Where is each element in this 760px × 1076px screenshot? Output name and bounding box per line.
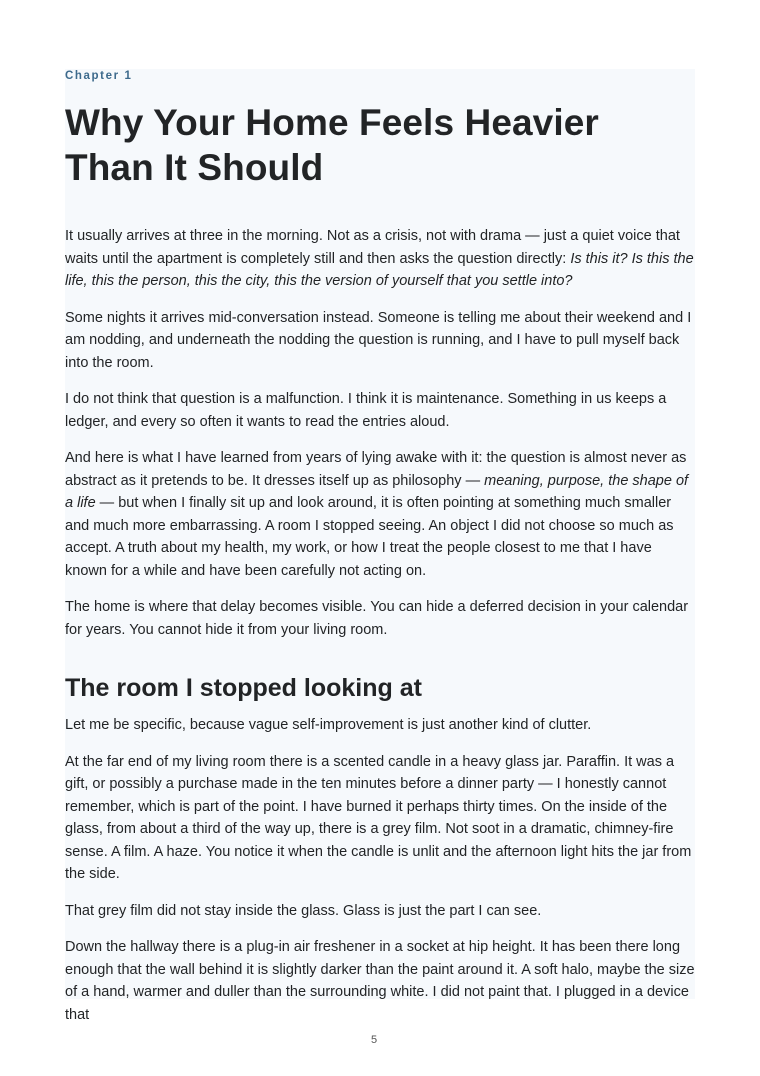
- section-paragraph: At the far end of my living room there is a scented candle in a heavy glass jar. Paraffin. It was a gift, or possibly a purchase made in the ten minutes before a dinner party — I honestly cannot remember, which is part of the point. I have burned it perhaps thirty times. On the inside of the glass, from about a third of the way up, there is a grey film. Not soot in a dramatic, chimney-fire sense. A film. A haze. You notice it when the candle is unlit and the afternoon light hits the jar from the side.: [65, 753, 692, 882]
- body-paragraph: The home is where that delay becomes visible. You can hide a deferred decision in your calendar for years. You cannot hide it from your living room.: [65, 599, 689, 638]
- body-paragraph: And here is what I have learned from years of lying awake with it: the question is almost never as abstract as it pretends to be. It dresses itself up as philosophy — meaning, purpose, the shape of a life — but when I finally sit up and look around, it is often pointing at something much smaller and much more embarrassing. A room I stopped seeing. An object I did not choose so much as accept. A truth about my health, my work, or how I treat the people closest to me that I have known for a while and have been carefully not acting on.: [65, 450, 689, 579]
- section-heading: The room I stopped looking at: [65, 674, 422, 702]
- page-content: [65, 69, 695, 1023]
- chapter-label: Chapter 1: [65, 70, 133, 82]
- body-paragraph: Some nights it arrives mid-conversation instead. Someone is telling me about their weekend and I am nodding, and underneath the nodding the question is running, and I have to pull myself back into the room.: [65, 309, 692, 371]
- chapter-title: Why Your Home Feels Heavier Than It Should: [65, 102, 599, 188]
- section-paragraph: Let me be specific, because vague self-improvement is just another kind of clutter.: [65, 717, 592, 733]
- section-paragraph: That grey film did not stay inside the glass. Glass is just the part I can see.: [65, 902, 542, 919]
- body-paragraph: It usually arrives at three in the morning. Not as a crisis, not with drama — just a quiet voice that waits until the apartment is completely still and then asks the question directly: Is this it? Is this the life, this the person, this the city, this the version of yourself that you settle into?: [65, 228, 694, 289]
- body-paragraph: I do not think that question is a malfunction. I think it is maintenance. Something in us keeps a ledger, and every so often it wants to read the entries aloud.: [65, 391, 667, 430]
- section-paragraph: Down the hallway there is a plug-in air freshener in a socket at hip height. It has been there long enough that the wall behind it is slightly darker than the paint around it. A soft halo, maybe the size of a hand, warmer and duller than the surrounding white. I did not paint that. I plugged in a device that: [65, 939, 695, 1023]
- chapter-body: [65, 225, 695, 1026]
- page-number: 5: [370, 1034, 378, 1046]
